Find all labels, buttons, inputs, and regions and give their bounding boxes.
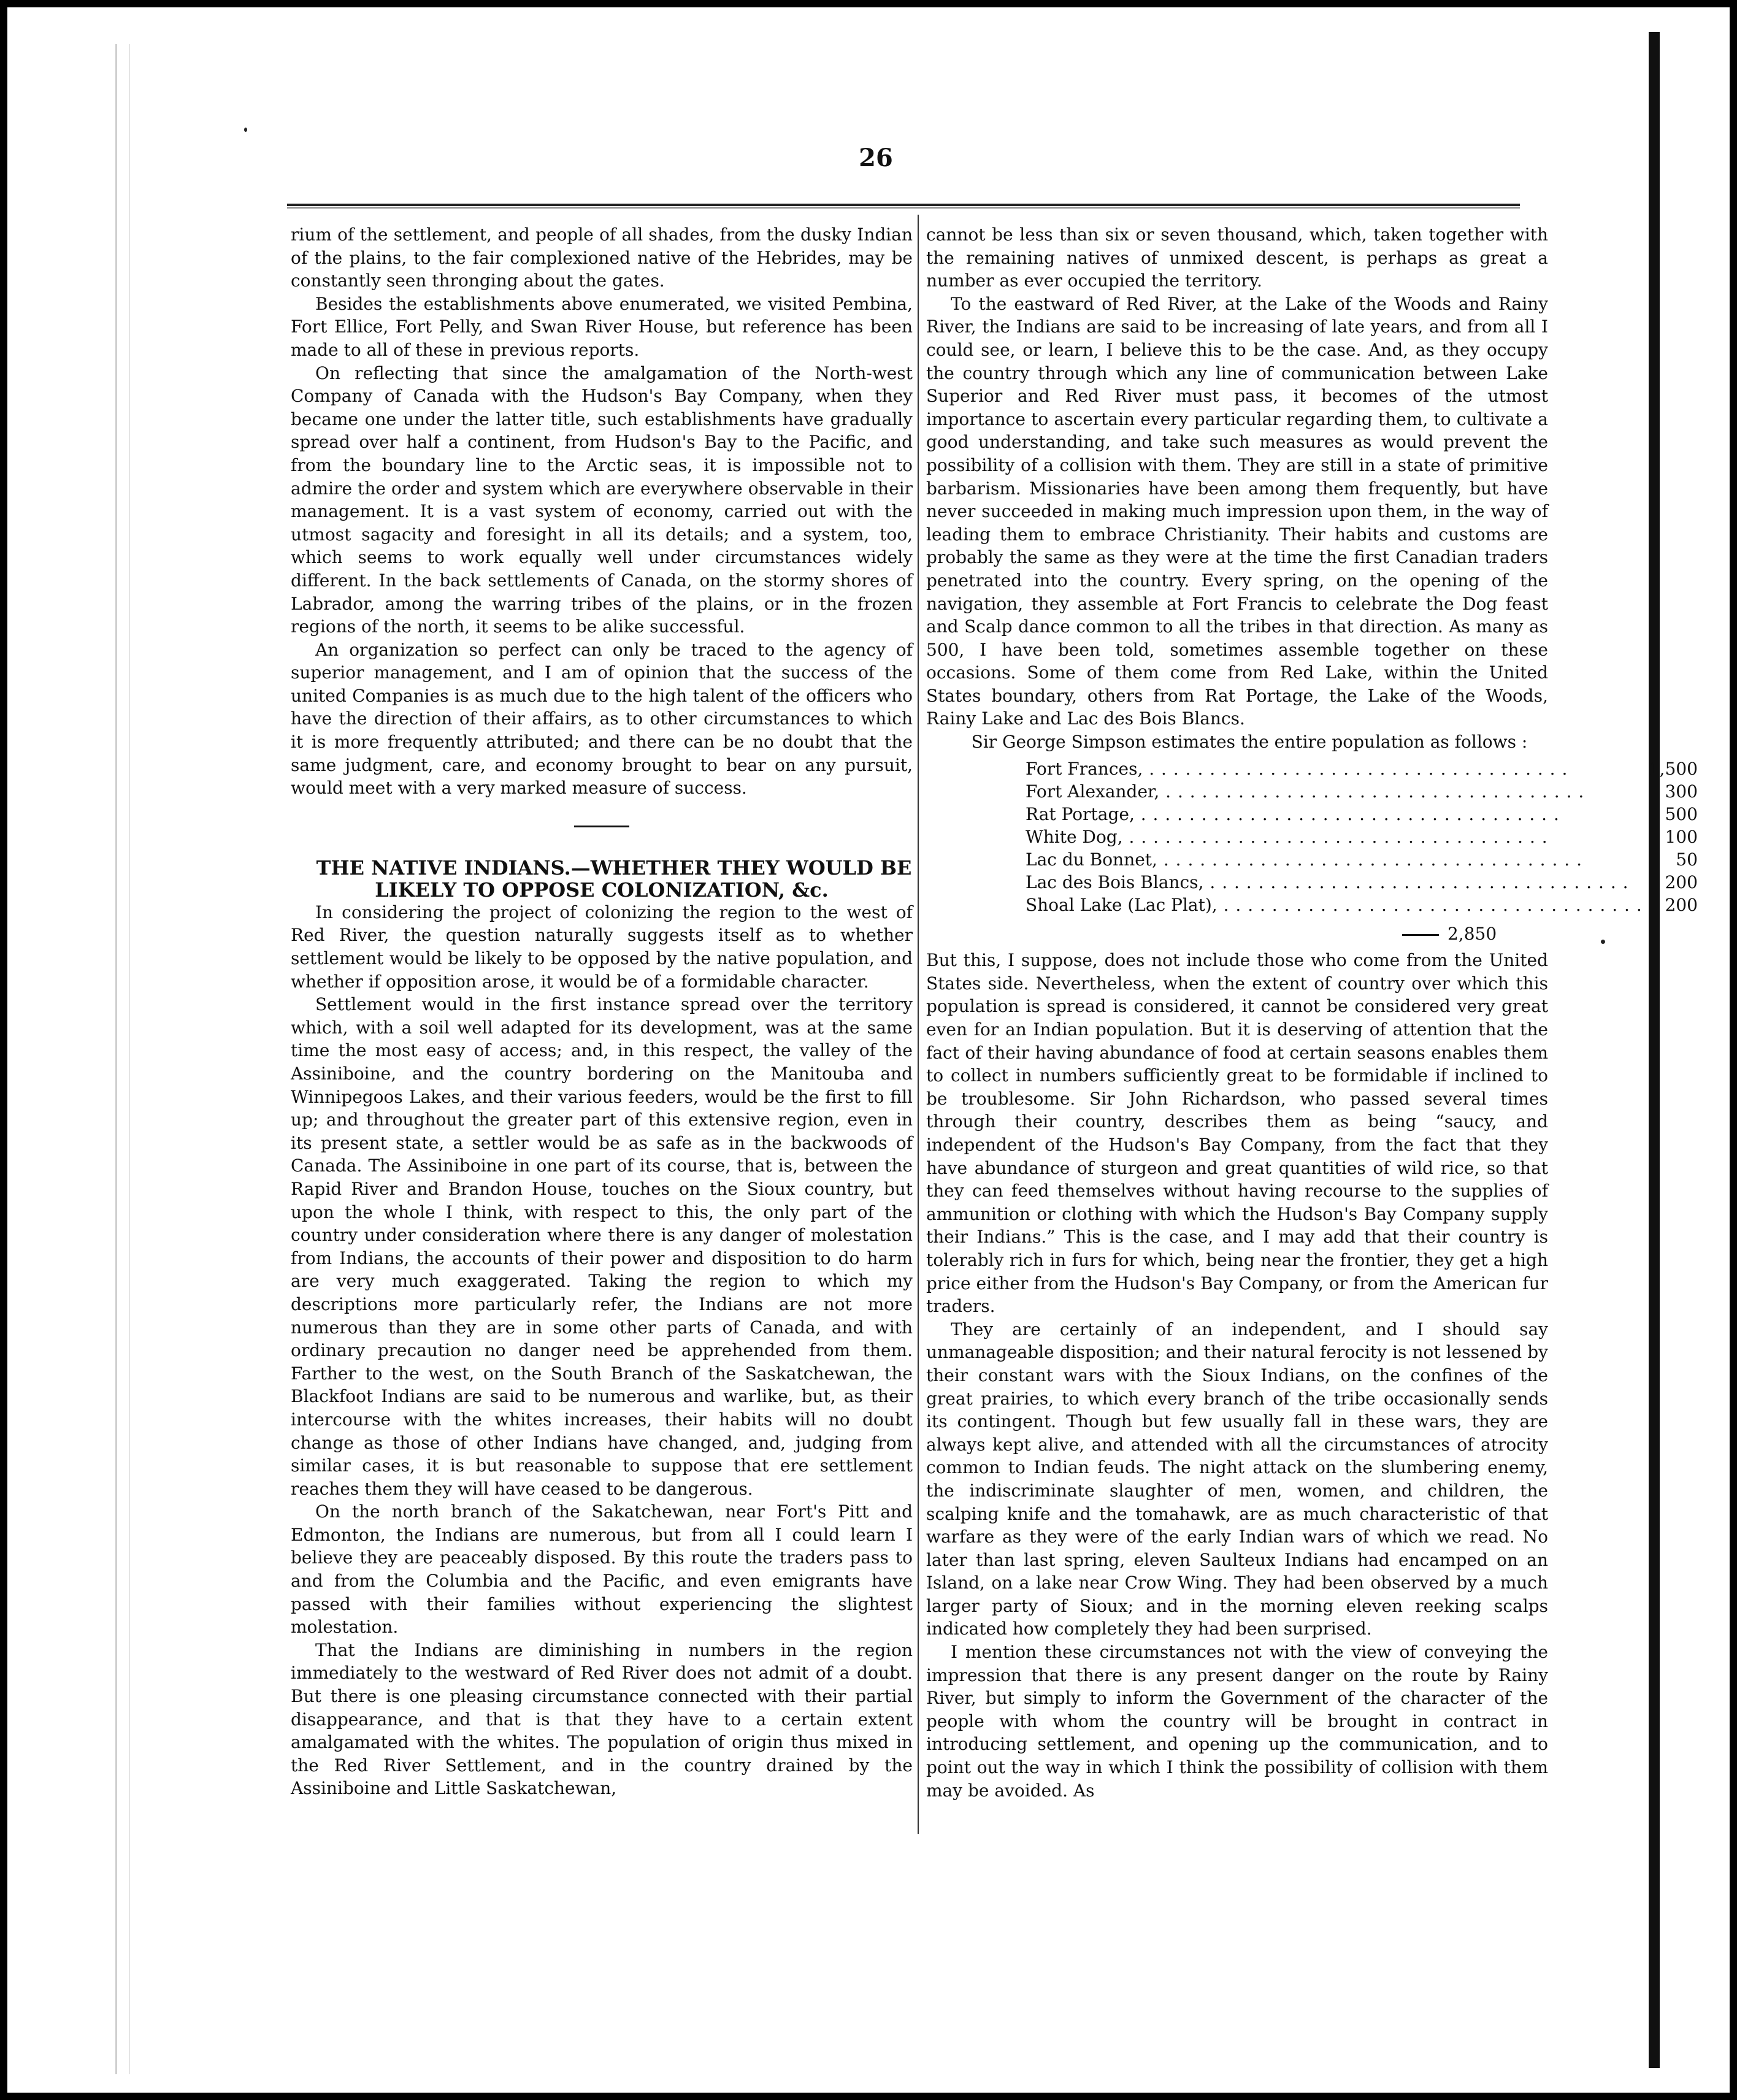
population-count: 300: [1665, 781, 1698, 802]
paragraph: On reflecting that since the amalgamation of the North-west Company of Canada with the Hudson's Bay Company, when they became one under the latter title, such establishments have gradually spread over half a continent, from Hudson's Bay to the Pacific, and from the boundary line to the Arctic seas, it is impossible not to admire the order and system which are everywhere observable in their management. It is a vast system of economy, carried out with the utmost sagacity and foresight in all its details; and a system, too, which seems to work equally well under circumstances widely different. In the back settlements of Canada, on the stormy shores of Labrador, among the warring tribes of the plains, or in the frozen regions of the north, it seems to be alike successful.: [291, 362, 913, 637]
paragraph: An organization so perfect can only be traced to the agency of superior management, and I am of opinion that the success of the united Companies is as much due to the high talent of the officers who have the direction of their affairs, as to other circumstances to which it is more frequently attributed; and there can be no doubt that the same judgment, care, and economy brought to bear on any pursuit, would meet with a very marked measure of success.: [291, 639, 913, 799]
population-count: 100: [1665, 826, 1698, 847]
paragraph: Settlement would in the first instance spread over the territory which, with a soil well adapted for its development, was at the same time the most easy of access; and, in this respect, the valley of the Assiniboine, and the country bordering on the Manitouba and Winnipegoos Lakes, and their various feeders, would be the first to fill up; and throughout the greater part of this extensive region, even in its present state, a settler would be as safe as in the backwoods of Canada. The Assiniboine in one part of its course, that is, between the Rapid River and Brandon House, touches on the Sioux country, but upon the whole I think, with respect to this, the only part of the country under consideration where there is any danger of molestation from Indians, the accounts of their power and disposition to do harm are very much exaggerated. Taking the region to which my descriptions more particularly refer, the Indians are not more numerous than they are in some other parts of Canada, and with ordinary precaution no danger need be apprehended from them. Farther to the west, on the South Branch of the Saskatchewan, the Blackfoot Indians are said to be numerous and warlike, but, as their intercourse with the whites increases, their habits will no doubt change as those of other Indians have changed, and, judging from similar cases, it is but reasonable to suppose that ere settlement reaches them they will have ceased to be dangerous.: [291, 994, 913, 1499]
table-row: [1026, 826, 1698, 848]
paragraph: cannot be less than six or seven thousand, which, taken together with the remaining natives of unmixed descent, is perhaps as great a number as ever occupied the territory.: [926, 224, 1548, 291]
section-divider: [574, 826, 629, 827]
section-heading: THE NATIVE INDIANS.—WHETHER THEY WOULD BE LIKELY TO OPPOSE COLONIZATION, &c.: [316, 856, 912, 902]
population-total-value: 2,850: [1448, 923, 1497, 944]
population-table: [1026, 757, 1698, 916]
paragraph: They are certainly of an independent, and I should say unmanageable disposition; and their natural ferocity is not lessened by their constant wars with the Sioux Indians, on the confines of the great prairies, to which every branch of the tribe occasionally sends its contingent. Though but few usually fall in these wars, they are always kept alive, and attended with all the circumstances of atrocity common to Indian feuds. The night attack on the slumbering enemy, the indiscriminate slaughter of men, women, and children, the scalping knife and the tomahawk, are as much characteristic of that warfare as they were of the early Indian wars of which we read. No later than last spring, eleven Saulteux Indians had encamped on an Island, on a lake near Crow Wing. They had been observed by a much larger party of Sioux; and in the morning eleven reeking scalps indicated how completely they had been surprised.: [926, 1319, 1548, 1639]
page-number: 26: [859, 144, 893, 172]
place-name: Lac des Bois Blancs, . . .: [1026, 871, 1643, 894]
place-name: Rat Portage, . . .: [1026, 803, 1643, 826]
population-count: 1,500: [1648, 758, 1698, 779]
paragraph: That the Indians are diminishing in numbers in the region immediately to the westward of Red River does not admit of a doubt. But there is one pleasing circumstance connected with their partial disappearance, and that is that they have to a certain extent amalgamated with the whites. The population of origin thus mixed in the Red River Settlement, and in the country drained by the Assiniboine and Little Saskatchewan,: [291, 1639, 913, 1799]
paragraph: Besides the establishments above enumerated, we visited Pembina, Fort Ellice, Fort Pelly, and Swan River House, but reference has been made to all of these in previous reports.: [291, 293, 913, 360]
table-row: [1026, 894, 1698, 916]
header-rule: [287, 204, 1520, 209]
place-name: Fort Frances, . . .: [1026, 757, 1643, 780]
scan-speck: [1601, 940, 1605, 944]
table-row: [1026, 848, 1698, 871]
left-column: [291, 223, 913, 1800]
place-name: Fort Alexander, . . .: [1026, 780, 1643, 803]
table-row: [1026, 780, 1698, 803]
scan-edge-line-faint: [129, 44, 130, 2074]
table-row: [1026, 871, 1698, 894]
scan-speck: [244, 128, 247, 132]
scan-edge-line: [115, 44, 117, 2074]
place-name: White Dog, . . .: [1026, 826, 1643, 848]
population-count: 500: [1665, 803, 1698, 824]
paragraph: In considering the project of colonizing the region to the west of Red River, the question naturally suggests itself as to whether settlement would be likely to be opposed by the native population, and whether if opposition arose, it would be of a formidable character.: [291, 902, 913, 992]
table-row: [1026, 757, 1698, 780]
population-count: 200: [1665, 872, 1698, 892]
place-name: Shoal Lake (Lac Plat), . . .: [1026, 894, 1643, 916]
right-column: [926, 223, 1698, 1802]
paragraph: rium of the settlement, and people of all shades, from the dusky Indian of the plains, to the fair complexioned native of the Hebrides, may be constantly seen thronging about the gates.: [291, 224, 913, 291]
population-count: 200: [1665, 894, 1698, 915]
scanned-page: [7, 7, 1730, 2093]
column-divider: [918, 215, 919, 1834]
total-dash: [1402, 934, 1439, 936]
paragraph: On the north branch of the Sakatchewan, near Fort's Pitt and Edmonton, the Indians are numerous, but from all I could learn I believe they are peaceably disposed. By this route the traders pass to and from the Columbia and the Pacific, and even emigrants have passed with their families without experiencing the slightest molestation.: [291, 1501, 913, 1638]
table-row: [1026, 803, 1698, 826]
place-name: Lac du Bonnet, . . .: [1026, 848, 1643, 871]
population-total: [1402, 922, 1548, 946]
page-right-border: [1649, 32, 1660, 2068]
population-intro: Sir George Simpson estimates the entire population as follows :: [971, 732, 1528, 753]
paragraph: To the eastward of Red River, at the Lake of the Woods and Rainy River, the Indians are said to be increasing of late years, and from all I could see, or learn, I believe this to be the case. And, as they occupy the country through which any line of communication between Lake Superior and Red River must pass, it becomes of the utmost importance to ascertain every particular regarding them, to cultivate a good understanding, and take such measures as would prevent the possibility of a collision with them. They are still in a state of primitive barbarism. Missionaries have been among them frequently, but have never succeeded in making much impression upon them, in the way of leading them to embrace Christianity. Their habits and customs are probably the same as they were at the time the first Canadian traders penetrated into the country. Every spring, on the opening of the navigation, they assemble at Fort Francis to celebrate the Dog feast and Scalp dance common to all the tribes in that direction. As many as 500, I have been told, sometimes assemble together on these occasions. Some of them come from Red Lake, within the United States boundary, others from Rat Portage, the Lake of the Woods, Rainy Lake and Lac des Bois Blancs.: [926, 293, 1548, 729]
population-count: 50: [1676, 849, 1698, 870]
paragraph: But this, I suppose, does not include those who come from the United States side. Nevertheless, when the extent of country over which this population is spread is considered, it cannot be considered very great even for an Indian population. But it is deserving of attention that the fact of their having abundance of food at certain seasons enables them to collect in numbers sufficiently great to be formidable if inclined to be troublesome. Sir John Richardson, who passed several times through their country, describes them as being “saucy, and independent of the Hudson's Bay Company, from the fact that they have abundance of sturgeon and great quantities of wild rice, so that they can feed themselves without having recourse to the supplies of ammunition or clothing with which the Hudson's Bay Company supply their Indians.” This is the case, and I may add that their country is tolerably rich in furs for which, being near the frontier, they get a high price either from the Hudson's Bay Company, or from the American fur traders.: [926, 950, 1548, 1317]
paragraph: I mention these circumstances not with the view of conveying the impression that there is any present danger on the route by Rainy River, but simply to inform the Government of the character of the people with whom the country will be brought in contract in introducing settlement, and opening up the communication, and to point out the way in which I think the possibility of collision with them may be avoided. As: [926, 1642, 1548, 1801]
